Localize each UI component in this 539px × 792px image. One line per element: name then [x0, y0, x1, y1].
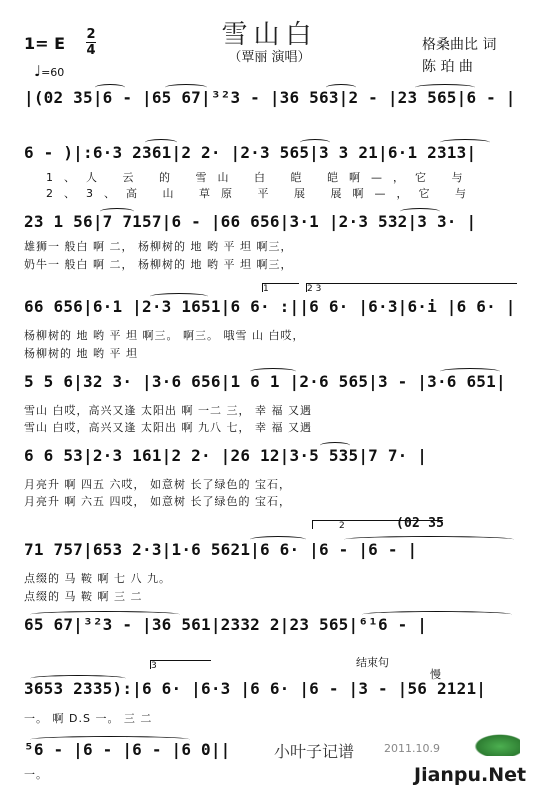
ending-marker: 结束句 — [356, 656, 389, 669]
staff-row-8: 65 67|³²3 - |36 561|2332 2|23 565|⁶¹6 - | — [24, 615, 428, 634]
staff-row-4: 66 656|6·1 |2·3 1651|6 6· :||6 6· |6·3|6·i |6 6· | — [24, 297, 516, 316]
staff-row-6: 6 6 53|2·3 161|2 2· |26 12|3·5 535|7 7· | — [24, 446, 428, 465]
coda-notes: (02 35 — [396, 516, 445, 531]
lyricist: 格桑曲比 词 — [422, 37, 497, 53]
staff-row-1: |(02 35|6 - |65 67|³²3 - |36 563|2 - |23 565|6 - | — [24, 88, 516, 107]
lyric-row-4-verse-2: 杨柳树的 地 哟 平 坦 — [24, 347, 138, 360]
lyric-row-3-verse-2: 奶牛一 般白 啊 二， 杨柳树的 地 哟 平 坦 啊三， — [24, 258, 293, 271]
time-signature — [86, 28, 96, 57]
staff-row-2: 6 - )|:6·3 2361|2 2· |2·3 565|3 3 21|6·1 2313| — [24, 143, 477, 162]
staff-row-10: ⁵6 - |6 - |6 - |6 0|| — [24, 740, 231, 759]
staff-row-3: 23 1 56|7 7157|6 - |66 656|3·1 |2·3 532|3 3· | — [24, 212, 477, 231]
lyric-row-10: 一。 — [24, 768, 48, 781]
lyric-row-2-verse-2: 2、3、高 山 草原 平 展 展啊—，它 与 — [46, 187, 477, 200]
time-bottom: 4 — [86, 43, 96, 58]
lyric-row-5-verse-2: 雪山 白哎，高兴又逢 太阳出 啊 九八 七， 幸 福 又遇 — [24, 421, 312, 434]
lyric-row-9: 一。 啊 D.S 一。 三 二 — [24, 712, 153, 725]
lyric-row-6-verse-1: 月亮升 啊 四五 六哎， 如意树 长了绿色的 宝石， — [24, 478, 291, 491]
watermark-date: 2011.10.9 — [384, 742, 440, 755]
lyric-row-7-verse-2: 点缀的 马 鞍 啊 三 二 — [24, 590, 143, 603]
volta-2-coda: 2 — [312, 520, 443, 529]
tempo-value: =60 — [41, 66, 65, 79]
lyric-row-7-verse-1: 点缀的 马 鞍 啊 七 八 九。 — [24, 572, 171, 585]
staff-row-9: 3653 2335):|6 6· |6·3 |6 6· |6 - |3 - |56 2121| — [24, 679, 487, 698]
lyric-row-5-verse-1: 雪山 白哎，高兴又逢 太阳出 啊 一二 三， 幸 福 又遇 — [24, 404, 312, 417]
credits — [422, 34, 496, 78]
volta-1: 1 — [262, 283, 299, 292]
composer: 陈 珀 曲 — [422, 59, 473, 75]
quarter-note-icon: ♩ — [34, 62, 42, 80]
staff-row-5: 5 5 6|32 3· |3·6 656|1 6 1 |2·6 565|3 - |3·6 651| — [24, 372, 506, 391]
key-signature: 1= E — [24, 34, 66, 53]
song-title: 雪山白 — [221, 20, 318, 50]
staff-row-7: 71 757|653 2·3|1·6 5621|6 6· |6 - |6 - | — [24, 540, 418, 559]
lyric-row-3-verse-1: 雄狮一 般白 啊 二， 杨柳树的 地 哟 平 坦 啊三， — [24, 240, 293, 253]
lyric-row-6-verse-2: 月亮升 啊 六五 四哎， 如意树 长了绿色的 宝石， — [24, 495, 291, 508]
lyric-row-4-verse-1: 杨柳树的 地 哟 平 坦 啊三。 啊三。 哦雪 山 白哎， — [24, 329, 305, 342]
volta-2-3: 2 3 — [306, 283, 517, 292]
tempo-marking — [34, 62, 64, 80]
slow-marker: 慢 — [430, 668, 441, 681]
lyric-row-2-verse-1: 1、人 云 的 雪山 白 皑 皑啊—，它 与 — [46, 171, 474, 184]
transcriber-watermark: 小叶子记谱 — [274, 742, 355, 761]
site-logo: Jianpu.Net — [414, 764, 527, 786]
volta-3: 3 — [150, 660, 211, 669]
time-top: 2 — [86, 27, 96, 42]
performer: （覃丽 演唱） — [228, 50, 311, 65]
leaf-logo-icon — [470, 732, 520, 756]
